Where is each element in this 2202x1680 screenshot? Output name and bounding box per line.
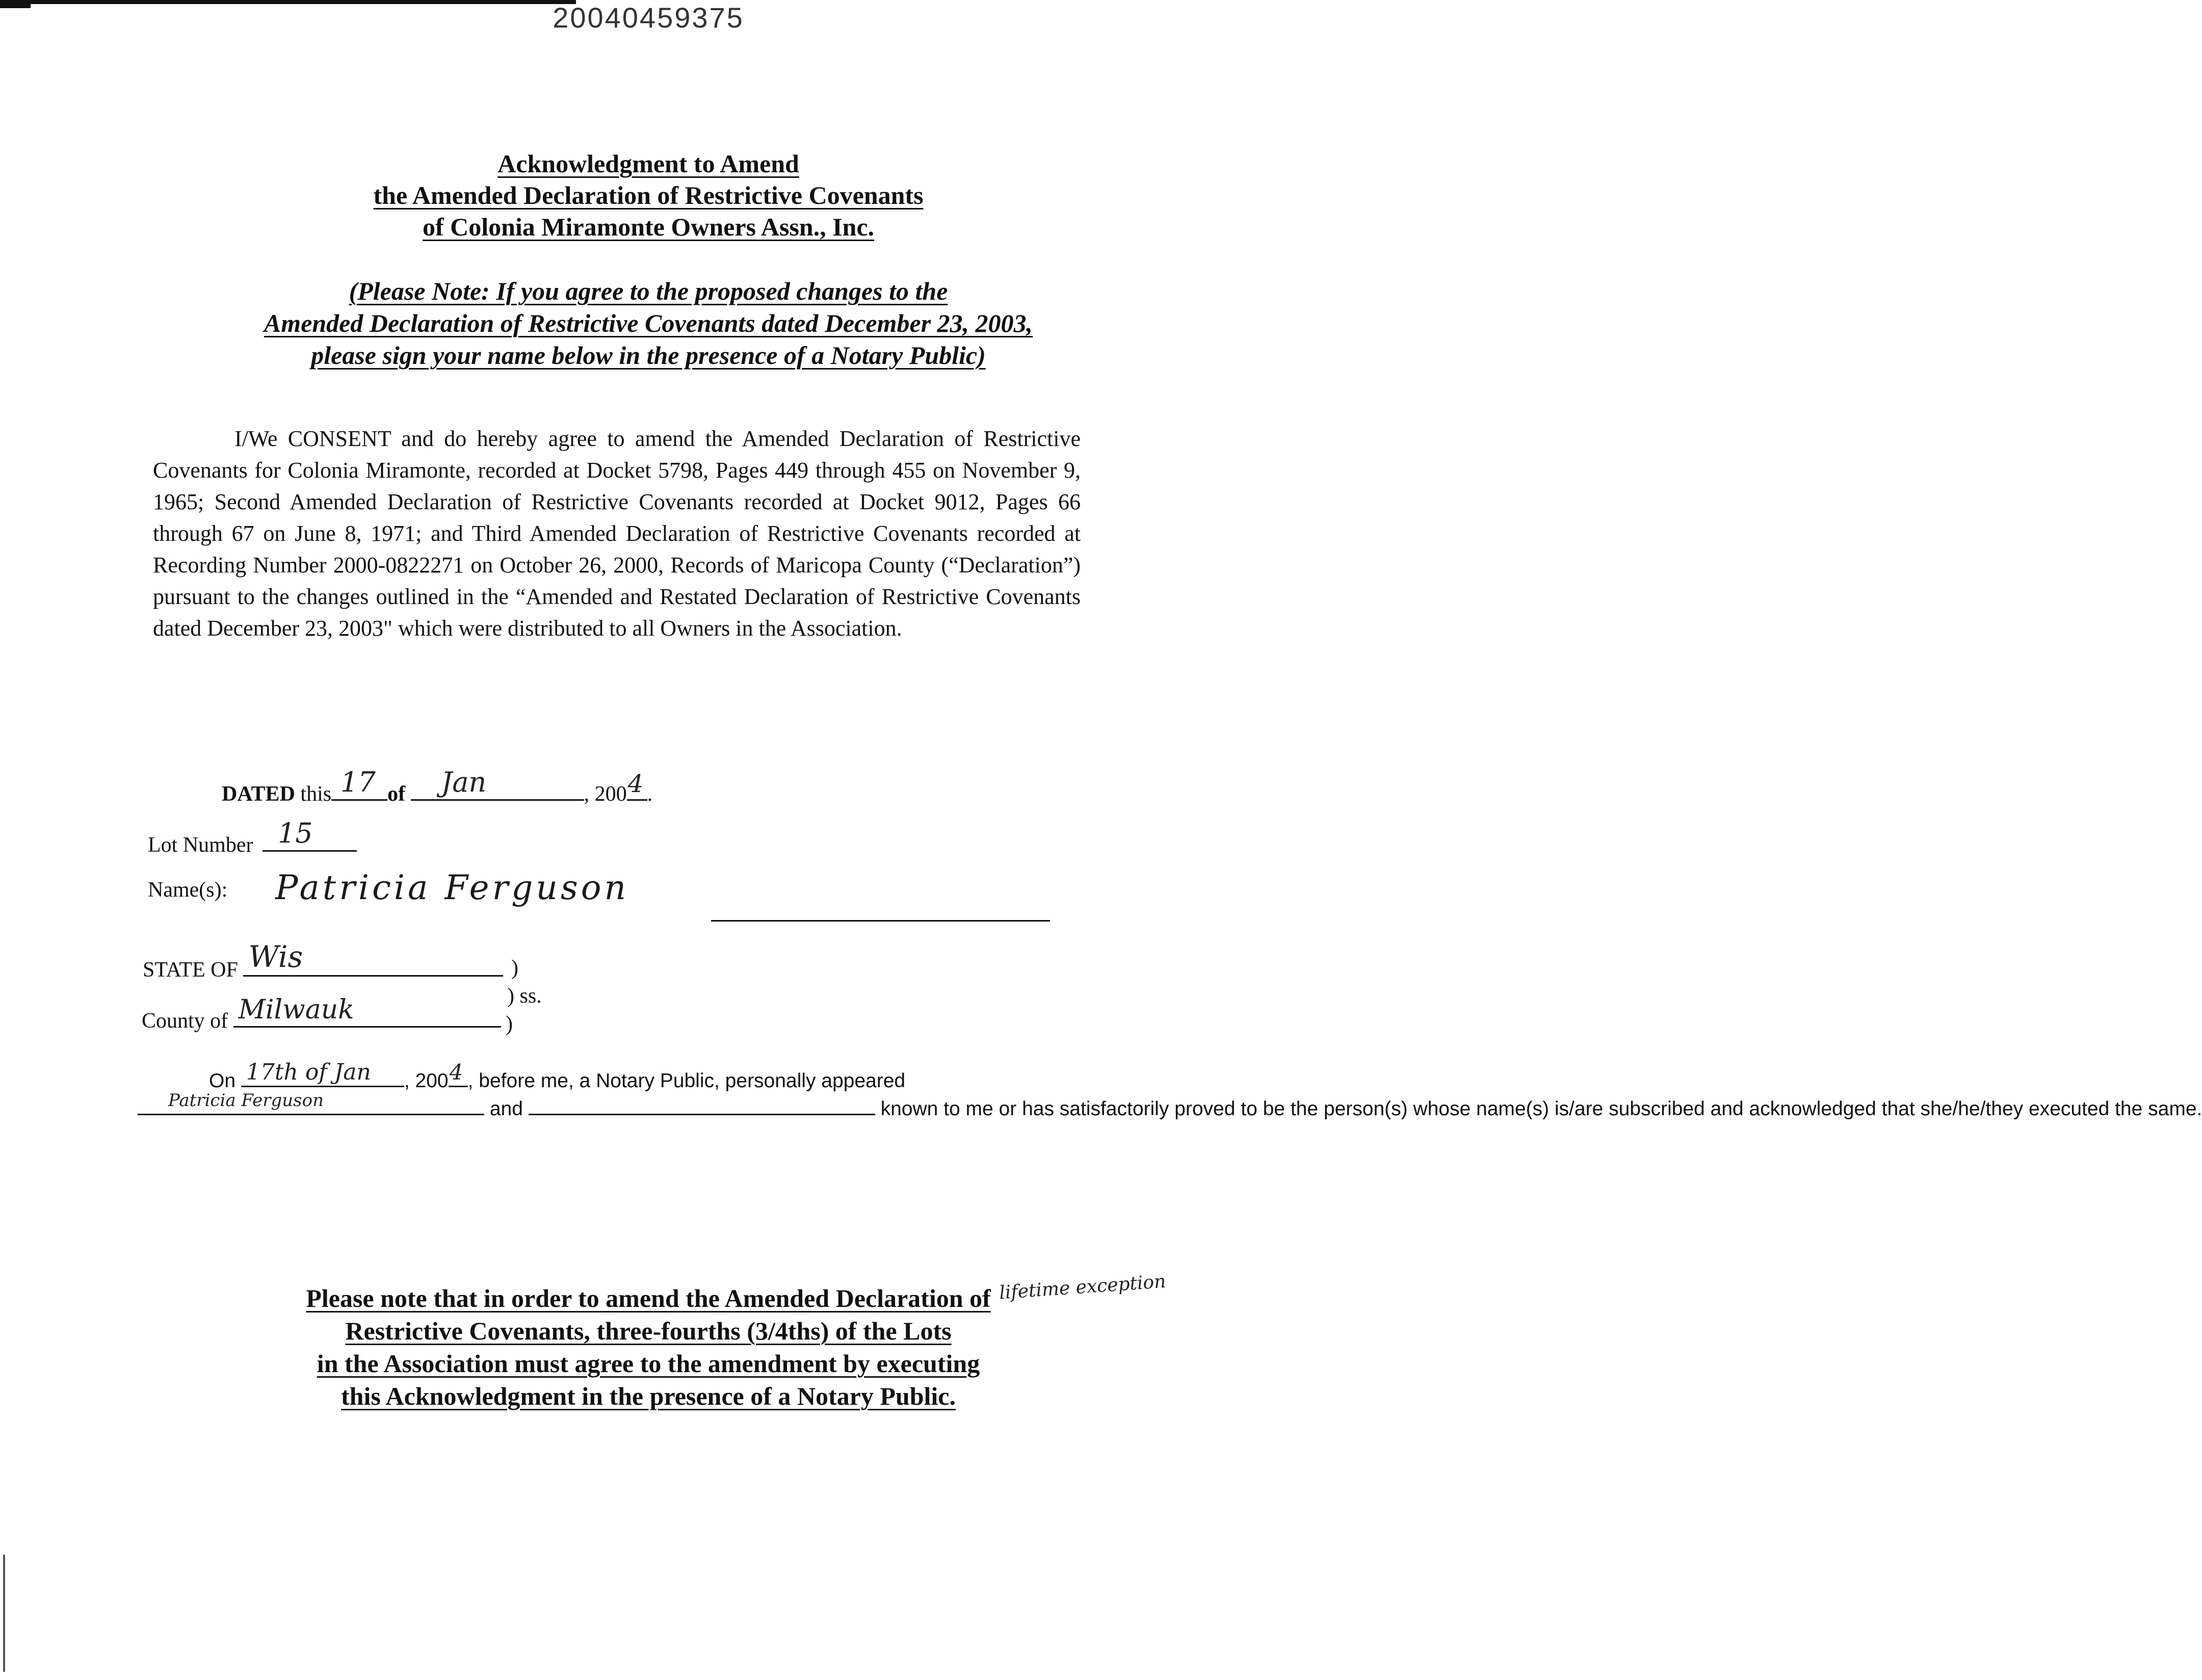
names-line: [148, 878, 227, 902]
paren-3: ): [506, 1012, 513, 1036]
lot-value: 15: [277, 817, 313, 849]
state-value: Wis: [248, 939, 303, 974]
day-value: 17: [340, 766, 376, 798]
state-field[interactable]: [243, 939, 503, 977]
notary-date-field[interactable]: [241, 1059, 404, 1087]
notary-date-value: 17th of Jan: [246, 1059, 371, 1085]
footer-line-3: in the Association must agree to the amendment by executing: [317, 1349, 980, 1378]
notary-appeared-text: , before me, a Notary Public, personally appeared: [467, 1070, 906, 1092]
notary-year-prefix: , 200: [404, 1070, 449, 1092]
county-value: Milwauk: [238, 994, 354, 1025]
month-value: Jan: [441, 766, 487, 798]
year-prefix: 200: [594, 782, 627, 806]
paren-1: ): [511, 956, 518, 980]
consent-paragraph: I/We CONSENT and do hereby agree to amend the Amended Declaration of Restrictive Covenants for Colonia Miramonte, recorded at Docket 5798, Pages 449 through 455 on November 9, 1965; Second Amended Declaration of Restrictive Covenants recorded at Docket 9012, Pages 66 through 67 on June 8, 1971; and Third Amended Declaration of Restrictive Covenants recorded at Recording Number 2000-0822271 on October 26, 2000, Records of Maricopa County (“Declaration”) pursuant to the changes outlined in the “Amended and Restated Declaration of Restrictive Covenants dated December 23, 2003" which were distributed to all Owners in the Association.: [153, 426, 1081, 641]
year-field[interactable]: [627, 770, 647, 801]
notary-line-2: [138, 1090, 2202, 1121]
county-line: [142, 994, 501, 1033]
of-label: of: [387, 782, 406, 806]
footer-line-4: this Acknowledgment in the presence of a Notary Public.: [341, 1382, 956, 1410]
year-value: 4: [627, 770, 644, 798]
state-label: STATE OF: [143, 958, 238, 982]
margin-handwritten-note: lifetime exception: [998, 1271, 1167, 1304]
notary-tail-text: known to me or has satisfactorily proved to be the person(s) whose name(s) is/are subscribed and acknowledged that she/he/they executed the same.: [880, 1098, 2202, 1120]
second-name-line[interactable]: [711, 920, 1050, 922]
notary-year-field[interactable]: [449, 1060, 468, 1087]
footer-line-1: Please note that in order to amend the Amended Declaration of: [306, 1284, 991, 1312]
title-line-2: the Amended Declaration of Restrictive Covenants: [373, 181, 924, 209]
notary-person-value: Patricia Ferguson: [168, 1090, 324, 1111]
title-line-3: of Colonia Miramonte Owners Assn., Inc.: [422, 213, 875, 241]
month-field[interactable]: [411, 766, 584, 801]
dated-label: DATED: [222, 782, 295, 806]
county-field[interactable]: [233, 994, 501, 1028]
instruction-note: [0, 275, 1297, 372]
note-line-1: (Please Note: If you agree to the proposed changes to the: [349, 277, 948, 305]
day-field[interactable]: [331, 766, 387, 801]
signature-field[interactable]: [275, 867, 683, 907]
title-line-1: Acknowledgment to Amend: [497, 149, 799, 178]
notary-paragraph: [138, 1059, 2202, 1121]
lot-label: Lot Number: [148, 833, 253, 857]
signature-value: Patricia Ferguson: [275, 868, 630, 907]
note-line-2: Amended Declaration of Restrictive Covenants dated December 23, 2003,: [264, 309, 1033, 337]
notary-person-2-field[interactable]: [529, 1093, 875, 1115]
scan-edge-mark: [3, 1555, 5, 1672]
footer-note: [0, 1282, 1297, 1412]
this-label: this: [300, 782, 332, 806]
notary-year-value: 4: [449, 1060, 463, 1085]
dated-line: DATED this 17 of Jan , 200 4 .: [222, 766, 653, 806]
footer-line-2: Restrictive Covenants, three-fourths (3/4ths) of the Lots: [345, 1317, 952, 1345]
on-label: On: [209, 1070, 236, 1092]
lot-field[interactable]: [263, 817, 357, 852]
names-label: Name(s):: [148, 878, 228, 902]
lot-line: [148, 817, 357, 857]
ss-label: ) ss.: [507, 984, 542, 1008]
note-line-3: please sign your name below in the presence of a Notary Public): [311, 341, 986, 370]
county-label: County of: [142, 1009, 228, 1033]
title-block: [0, 148, 1297, 243]
document-number: 20040459375: [553, 2, 744, 34]
state-line: [143, 939, 503, 982]
and-label: and: [489, 1098, 523, 1120]
notary-person-field[interactable]: [138, 1090, 484, 1115]
